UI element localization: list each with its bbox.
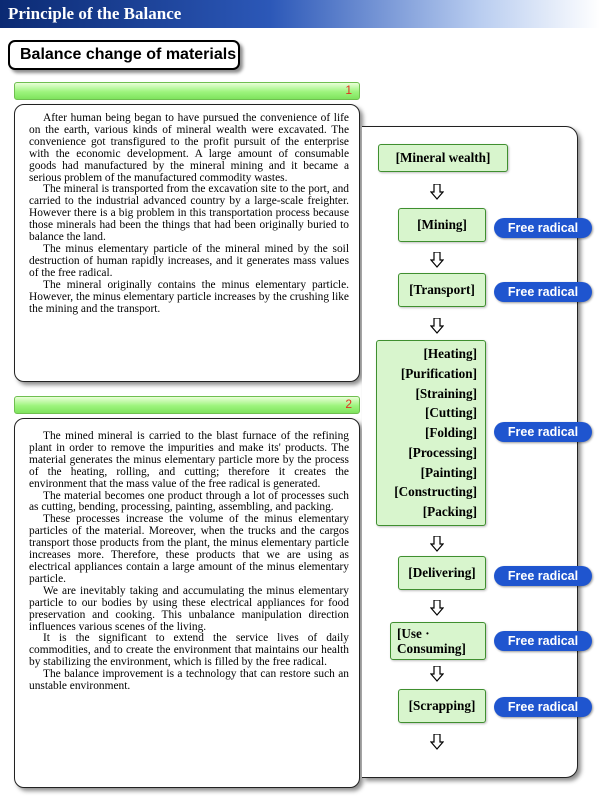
panel-1-text bbox=[14, 104, 360, 382]
flow-step-mining bbox=[398, 208, 486, 242]
flow-step-label: [Mining] bbox=[417, 217, 467, 232]
flow-process-processing: [Processing] bbox=[408, 444, 477, 460]
panel-1-header bbox=[14, 82, 360, 100]
flow-process-folding: [Folding] bbox=[424, 425, 477, 440]
flow-step-label: Consuming] bbox=[397, 641, 466, 656]
flow-process-constructing: [Constructing] bbox=[394, 484, 477, 500]
panel-1-paragraph: After human being began to have pursued the convenience of life on the earth, various kinds of mineral wealth were excavated. The convenience got transfigured to the profit pursuit of the enterprise with the economic development. A large amount of consumable goods had manufactured by the mineral mining and it became a serious problem of the manufactured commodity wastes. bbox=[29, 112, 349, 184]
flow-step-label: [Delivering] bbox=[408, 565, 476, 580]
flow-step-use-consuming bbox=[390, 622, 486, 660]
free-radical-badge-mining: Free radical bbox=[494, 218, 592, 238]
flow-step-label: [Mineral wealth] bbox=[395, 150, 491, 165]
panel-2-number: 2 bbox=[345, 397, 352, 411]
flow-process-heating: [Heating] bbox=[423, 346, 477, 361]
free-radical-badge-transport: Free radical bbox=[494, 282, 592, 302]
free-radical-badge-processing: Free radical bbox=[494, 422, 592, 442]
panel-2-paragraph: The mined mineral is carried to the blast furnace of the refining plant in order to remove the impurities and make its' products. The material generates the minus elementary particle more by the process of the heating, rolling, and cutting; therefore it creates the environment that the mass value of the free radical is generated. bbox=[29, 430, 349, 490]
panel-2-text bbox=[14, 418, 360, 788]
flow-step-scrapping bbox=[398, 689, 486, 723]
flow-step-label: [Transport] bbox=[409, 282, 475, 297]
panel-2-paragraph: It is the significant to extend the service lives of daily commodities, and to create the environment that maintains our health by stabilizing the environment, which is filled by the free radical. bbox=[29, 632, 349, 669]
panel-1-paragraph: The mineral is transported from the excavation site to the port, and carried to the industrial advanced country by a large-scale freighter. However there is a big problem in this transportation process because those minerals had been the things that had been originally buried to balance the land. bbox=[29, 183, 349, 244]
panel-2-paragraph: The balance improvement is a technology that can restore such an unstable environment. bbox=[29, 668, 349, 693]
panel-1-paragraph: The minus elementary particle of the mineral mined by the soil destruction of human rapidly increases, and it generates mass values of the free radical. bbox=[29, 242, 349, 279]
flow-process-painting: [Painting] bbox=[420, 464, 477, 480]
section-title: Balance change of materials bbox=[20, 46, 237, 63]
page-header bbox=[0, 0, 600, 28]
flow-step-label: [Use · bbox=[397, 626, 430, 641]
free-radical-badge-consuming: Free radical bbox=[494, 631, 592, 651]
down-arrow-icon bbox=[430, 600, 444, 616]
section-title-box bbox=[8, 40, 240, 70]
down-arrow-icon bbox=[430, 734, 444, 750]
page-title: Principle of the Balance bbox=[8, 4, 182, 23]
flow-process-cutting: [Cutting] bbox=[424, 405, 477, 421]
panel-1-paragraph: The mineral originally contains the minus elementary particle. However, the minus elementary particle increases by the crushing like the mining and the transport. bbox=[29, 278, 349, 315]
panel-2-paragraph: We are inevitably taking and accumulating the minus elementary particle to our bodies by using these electrical appliances for food preservation and cooking. This unbalance manipulation direction influences various scenes of the living. bbox=[29, 584, 349, 633]
down-arrow-icon bbox=[430, 252, 444, 268]
panel-2-header bbox=[14, 396, 360, 414]
free-radical-badge-delivering: Free radical bbox=[494, 566, 592, 586]
flow-process-straining: [Straining] bbox=[415, 385, 477, 401]
flow-process-purification: [Purification] bbox=[400, 365, 477, 381]
flow-step-processing-group bbox=[376, 340, 486, 526]
panel-1-number: 1 bbox=[345, 83, 352, 97]
down-arrow-icon bbox=[430, 318, 444, 334]
down-arrow-icon bbox=[430, 184, 444, 200]
flow-step-transport bbox=[398, 273, 486, 307]
flow-process-packing: [Packing] bbox=[422, 504, 477, 519]
down-arrow-icon bbox=[430, 536, 444, 552]
panel-2-paragraph: These processes increase the volume of the minus elementary particles of the material. Moreover, when the trucks and the cargos transport those products from the plant, the minus elementary particle increases more. Therefore, these products that we are using as electrical appliances contain a large amount of the minus elementary particle. bbox=[29, 513, 349, 585]
down-arrow-icon bbox=[430, 666, 444, 682]
flow-step-mineral-wealth bbox=[378, 144, 508, 172]
flow-step-delivering bbox=[398, 556, 486, 590]
panel-2-paragraph: The material becomes one product through a lot of processes such as cutting, bending, processing, painting, assembling, and packing. bbox=[29, 489, 349, 514]
free-radical-badge-scrapping: Free radical bbox=[494, 697, 592, 717]
flow-step-label: [Scrapping] bbox=[408, 698, 476, 713]
